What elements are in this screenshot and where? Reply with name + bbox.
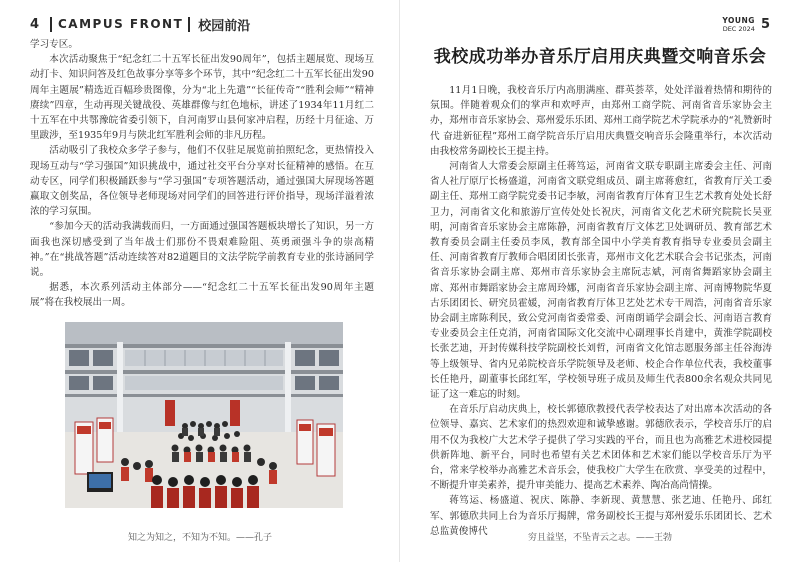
exhibition-hall-photo	[65, 322, 343, 508]
left-article-body	[30, 37, 374, 311]
left-page-number: 4	[30, 16, 40, 32]
right-page	[400, 0, 800, 562]
paragraph: 在音乐厅启动庆典上，校长郭德欣教授代表学校表达了对出席本次活动的各位领导、嘉宾、艺术家们的热烈欢迎和诚挚感谢。郭德欣表示，学校音乐厅的启用不仅为我校广大艺术学子提供了学习实践的平台，而且也为高雅艺术进校园提供新阵地、新平台，同时也希望有关艺术团体和艺术家们能以学校音乐厅为平台，常来学校举办高雅艺术音乐会，使我校广大学生在欣赏、享受美的过程中，不断提升审美素养，提升审美能力、提高艺术素养、陶冶高尚情操。	[430, 404, 772, 492]
section-title-en: CAMPUS FRONT	[58, 17, 184, 31]
section-title-cn: 校园前沿	[198, 18, 251, 34]
paragraph: “参加今天的活动我满载而归，一方面通过强国答题板块增长了知识，另一方面我也深切感受到了当年战士们那份不畏艰难险阻、英勇顽强斗争的崇高精神。”在“挑战答题”活动连续答对82道题目的文法学院学前教育专业的张诗涵同学说。	[30, 221, 374, 279]
paragraph: 据悉，本次系列活动主体部分——“纪念红二十五军长征出发90周年主题展”将在我校展出一周。	[30, 282, 374, 309]
paragraph: 活动吸引了我校众多学子参与，他们不仅驻足展览前拍照纪念，更热情投入现场互动与“学习强国”知识挑战中，通过社交平台分享对长征精神的感悟。在互动专区，同学们积极踊跃参与“学习强国”专项答题活动，通过强国大屏现场答题赢取文创奖品，各位领导老师现场对同学们的回答进行评价指导，现场洋溢着浓浓的学习氛围。	[30, 145, 374, 218]
header-divider	[188, 17, 190, 32]
brand-block	[722, 16, 755, 34]
paragraph: 蒋笃运、杨盛道、祝庆、陈静、李新现、黄慧慧、张艺迪、任艳丹、邱红军、郭德欣共同上台为音乐厅揭牌，常务副校长王提与郑州爱乐乐团团长、艺术总监黄俊博代	[430, 495, 772, 537]
article-title: 我校成功举办音乐厅启用庆典暨交响音乐会	[433, 47, 767, 67]
left-page-header	[30, 14, 370, 34]
paragraph: 学习专区。	[30, 39, 78, 50]
brand-name: YOUNG	[722, 16, 755, 25]
right-page-quote: 穷且益坚，不坠青云之志。——王勃	[527, 533, 672, 543]
left-page-quote: 知之为知之，不知为不知。——孔子	[127, 533, 272, 543]
right-page-number: 5	[760, 17, 770, 32]
paragraph: 11月1日晚，我校音乐厅内高朋满座、群英荟萃，处处洋溢着热情和期待的氛围。伴随着观众们的掌声和欢呼声，由郑州工商学院、河南省音乐家协会主办，郑州市音乐家协会、郑州爱乐乐团、郑州工商学院艺术学院承办的“礼赞新时代 奋进新征程”郑州工商学院音乐厅启用庆典暨交响音乐会隆重举行，本次活动由我校常务副校长王提主持。	[430, 85, 772, 157]
paragraph: 本次活动聚焦于“纪念红二十五军长征出发90周年”，包括主题展览、现场互动打卡、知识问答及红色故事分享等多个环节，其中“纪念红二十五军长征出发90周年主题展”精选近百幅珍贵图像，分为“北上先遣”“长征传奇”“胜利会师”“精神赓续”四章，生动再现关键战役、英雄群像与红色地标，讲述了1934年11月红二十五军在中共鄂豫皖省委引领下，自河南罗山县何家冲启程，历经十月征途、万里跋涉，至1935年9月与陕北红军胜利会师的非凡历程。	[30, 54, 374, 142]
right-article-body	[430, 83, 772, 539]
header-divider	[50, 17, 52, 32]
issue-date: DEC 2024	[722, 25, 755, 33]
right-page-header	[722, 16, 770, 34]
paragraph: 河南省人大常委会原副主任蒋笃运，河南省文联专职副主席委会主任、河南省人社厅原厅长杨盛道，河南省文联党组成员、副主席蒋愈红，省教育厅关工委副主任、郑州工商学院党委书记李敏，河南省教育厅体育卫生艺术教育处处长舒卫力，河南省文化和旅游厅宣传处处长祝庆，河南省文化艺术研究院院长吴亚明，河南省音乐家协会主席陈静，河南省教育厅文体艺卫处调研员、教育部艺术教育委员会副主任委员李凤，教育部全国中小学美育教育指导专业委员会副主任、河南省教育厅教师合唱团团长张青，郑州市文化艺术联合会书记张杰，河南省音乐家协会副主席、郑州市音乐家协会主席阮志斌，河南省舞蹈家协会副主席、郑州市舞蹈家协会主席周玲娜，河南省音乐家协会副主席、河南博物院华夏古乐团团长、研究员霍媛，河南省教育厅体卫艺处艺术专干周浩，河南省音乐家协会副主席陈利民，致公党河南省委常委、河南朗诵学会副会长、河南语言教育专业委员会主任克消，河南省国际文化交流中心副理事长肖建中，黄淮学院副校长张艺迪，开封传媒科技学院副校长刘哲，河南省文化馆志愿服务部主任谷海涛等上级领导、省内兄弟院校音乐学院领导及老师、校企合作单位代表，我校董事长任艳丹，副董事长邱红军，学校领导班子成员及师生代表800余名观众共同见证了这一难忘的时刻。	[430, 161, 772, 401]
